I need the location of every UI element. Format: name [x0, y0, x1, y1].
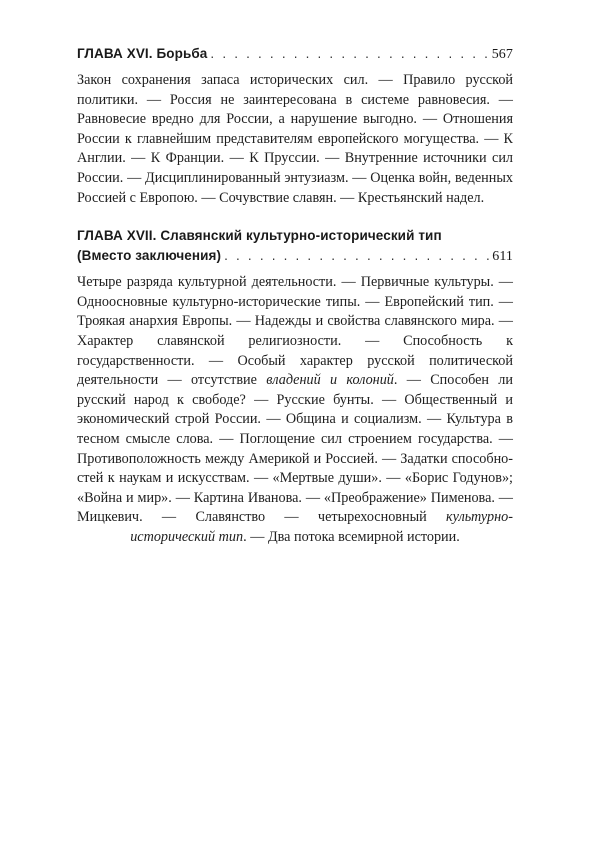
summary-text: Закон сохранения запаса исторических сил. — Правило русской политики. — Россия не заинтересована в системе равновесия. — Равновесие вредно для России, а нарушение выгодно. — Отношения России к главнейшим представителям европейского могущества. — К Англии. — К Франции. — К Пруссии. — Внутренние источники сил России. — Дисциплинированный энтузиазм. — Оценка войн, веденных Россией с Европою. — Сочувствие славян. — Крестьянский надел.: [77, 72, 513, 206]
chapter-heading[interactable]: [77, 226, 513, 267]
leader-dots: [210, 44, 488, 64]
chapter-summary: [77, 71, 513, 208]
summary-italic-text: культурно-исторический тип: [130, 509, 513, 545]
summary-text: . — Два потока всемирной истории.: [243, 528, 460, 545]
summary-text: Четыре разряда культурной деятельности. — Первичные культуры. — Одноосновные культурно-исторические типы. — Европейский тип. — Троякая анархия Европы. — Надежды и свойства славянского мира. — Характер славянской религиозности. — Способность к государственности. — Особый характер русской политической деятельности — отсутствие: [77, 274, 513, 389]
leader-dots: [224, 246, 489, 266]
summary-italic-text: владений и колоний: [266, 372, 394, 389]
chapter-heading[interactable]: [77, 44, 513, 65]
toc-entry-chapter-17: [77, 226, 513, 547]
chapter-title-line-1: ГЛАВА XVII. Славянский культурно-исторический тип: [77, 228, 442, 244]
chapter-summary: [77, 273, 513, 547]
chapter-title: ГЛАВА XVI. Борьба: [77, 46, 208, 61]
chapter-page-number: 567: [491, 47, 513, 62]
toc-page: [77, 44, 513, 565]
chapter-title-line-2: (Вместо заключения): [77, 248, 222, 264]
summary-text: . — Способен ли русский народ к свободе? — Русские бунты. — Общественный и экономический строй России. — Община и социализм. — Культура в тесном смысле слова. — Поглощение сил строением государства. — Противоположность между Америкой и Россией. — Задатки способностей к наукам и искусствам. — «Мертвые души». — «Борис Годунов»; «Война и мир». — Картина Иванова. — «Преображение» Пименова. — Мицкевич. — Славянство — четырехосновный: [77, 372, 513, 526]
chapter-page-number: 611: [492, 249, 513, 265]
toc-entry-chapter-16: [77, 44, 513, 208]
